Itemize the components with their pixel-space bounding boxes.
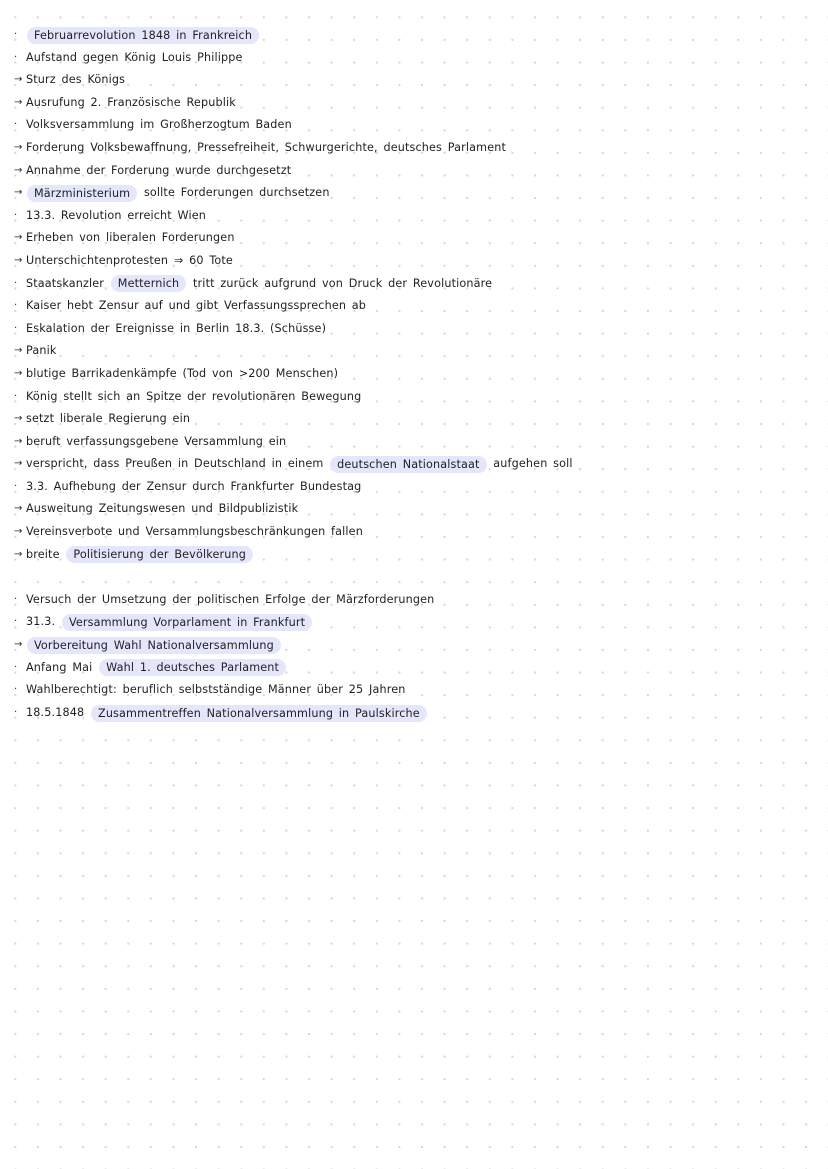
arrow-bullet-icon: →	[14, 187, 23, 199]
arrow-bullet-icon: →	[14, 164, 23, 176]
dot-bullet-icon: ·	[14, 661, 18, 673]
note-line	[14, 137, 814, 160]
note-text: setzt liberale Regierung ein	[26, 412, 191, 426]
note-line	[14, 589, 814, 612]
note-line	[14, 24, 814, 47]
note-line	[14, 318, 814, 341]
dot-bullet-icon: ·	[14, 684, 18, 696]
arrow-bullet-icon: →	[14, 232, 23, 244]
note-line	[14, 205, 814, 228]
note-line	[14, 386, 814, 409]
note-line	[14, 295, 814, 318]
note-text: Erheben von liberalen Forderungen	[26, 231, 235, 245]
note-text: 3.3. Aufhebung der Zensur durch Frankfurter Bundestag	[26, 479, 362, 493]
note-line	[14, 453, 814, 476]
note-line	[14, 634, 814, 657]
note-text: Anfang Mai	[26, 660, 99, 674]
note-text: blutige Barrikadenkämpfe (Tod von >200 Menschen)	[26, 366, 339, 380]
note-text: aufgehen soll	[487, 457, 573, 471]
note-line	[14, 92, 814, 115]
note-line	[14, 273, 814, 296]
note-text: Wahlberechtigt: beruflich selbstständige Männer über 25 Jahren	[26, 683, 406, 697]
handwritten-notes	[14, 24, 814, 724]
note-text: Unterschichtenprotesten ⇒ 60 Tote	[26, 253, 233, 267]
dot-bullet-icon: ·	[14, 593, 18, 605]
note-text: Annahme der Forderung wurde durchgesetzt	[26, 163, 292, 177]
arrow-bullet-icon: →	[14, 254, 23, 266]
arrow-bullet-icon: →	[14, 96, 23, 108]
note-line	[14, 498, 814, 521]
note-text: 18.5.1848	[26, 705, 90, 719]
dot-bullet-icon: ·	[14, 119, 18, 131]
note-line	[14, 363, 814, 386]
dot-bullet-icon: ·	[14, 277, 18, 289]
note-line	[14, 702, 814, 725]
note-text: Forderung Volksbewaffnung, Pressefreiheit, Schwurgerichte, deutsches Parlament	[26, 140, 507, 154]
arrow-bullet-icon: →	[14, 141, 23, 153]
note-text: beruft verfassungsgebene Versammlung ein	[26, 434, 287, 448]
note-line	[14, 679, 814, 702]
note-text: Ausrufung 2. Französische Republik	[26, 95, 236, 109]
dot-bullet-icon: ·	[14, 480, 18, 492]
dot-bullet-icon: ·	[14, 29, 18, 40]
highlighted-term: Zusammentreffen Nationalversammlung in Paulskirche	[91, 705, 427, 722]
highlighted-term: Vorbereitung Wahl Nationalversammlung	[27, 637, 281, 654]
note-line	[14, 47, 814, 70]
highlighted-term: Februarrevolution 1848 in Frankreich	[27, 27, 259, 44]
note-text: Sturz des Königs	[26, 73, 126, 87]
note-line	[14, 611, 814, 634]
note-text: verspricht, dass Preußen in Deutschland in einem	[26, 457, 330, 471]
note-text: breite	[26, 547, 66, 561]
arrow-bullet-icon: →	[14, 74, 23, 86]
dot-bullet-icon: ·	[14, 706, 18, 718]
highlighted-term: Märzministerium	[27, 185, 137, 202]
arrow-bullet-icon: →	[14, 435, 23, 447]
note-line	[14, 340, 814, 363]
note-text: tritt zurück aufgrund von Druck der Revolutionäre	[187, 276, 493, 290]
note-text: Kaiser hebt Zensur auf und gibt Verfassungssprechen ab	[26, 299, 367, 313]
note-text: Versuch der Umsetzung der politischen Erfolge der Märzforderungen	[26, 592, 435, 606]
note-line	[14, 227, 814, 250]
dot-bullet-icon: ·	[14, 300, 18, 312]
note-text: Panik	[26, 344, 57, 358]
dot-bullet-icon: ·	[14, 51, 18, 63]
note-line	[14, 544, 814, 567]
arrow-bullet-icon: →	[14, 367, 23, 379]
note-line	[14, 114, 814, 137]
note-text: Volksversammlung im Großherzogtum Baden	[26, 118, 292, 132]
note-text: Staatskanzler	[26, 276, 110, 290]
note-line	[14, 521, 814, 544]
blank-line	[14, 566, 814, 589]
note-text: 31.3.	[26, 615, 61, 629]
arrow-bullet-icon: →	[14, 548, 23, 560]
note-text: Ausweitung Zeitungswesen und Bildpublizistik	[26, 502, 299, 516]
arrow-bullet-icon: →	[14, 526, 23, 538]
note-line	[14, 250, 814, 273]
note-text: Vereinsverbote und Versammlungsbeschränkungen fallen	[26, 525, 363, 539]
note-line	[14, 431, 814, 454]
highlighted-term: Metternich	[111, 275, 187, 292]
note-line	[14, 408, 814, 431]
note-text: Aufstand gegen König Louis Philippe	[26, 50, 243, 64]
note-line	[14, 476, 814, 499]
note-text: 13.3. Revolution erreicht Wien	[26, 208, 207, 222]
arrow-bullet-icon: →	[14, 458, 23, 470]
note-text: sollte Forderungen durchsetzen	[138, 186, 330, 200]
arrow-bullet-icon: →	[14, 345, 23, 357]
highlighted-term: Wahl 1. deutsches Parlament	[99, 659, 286, 676]
note-line	[14, 182, 814, 205]
arrow-bullet-icon: →	[14, 503, 23, 515]
note-text: König stellt sich an Spitze der revolutionären Bewegung	[26, 389, 362, 403]
dot-bullet-icon: ·	[14, 616, 18, 628]
arrow-bullet-icon: →	[14, 639, 23, 651]
dot-bullet-icon: ·	[14, 322, 18, 334]
highlighted-term: Politisierung der Bevölkerung	[66, 546, 253, 563]
dot-bullet-icon: ·	[14, 390, 18, 402]
highlighted-term: Versammlung Vorparlament in Frankfurt	[62, 614, 312, 631]
note-line	[14, 657, 814, 680]
note-text: Eskalation der Ereignisse in Berlin 18.3. (Schüsse)	[26, 321, 327, 335]
note-line	[14, 69, 814, 92]
highlighted-term: deutschen Nationalstaat	[330, 456, 486, 473]
arrow-bullet-icon: →	[14, 413, 23, 425]
note-line	[14, 160, 814, 183]
dot-bullet-icon: ·	[14, 209, 18, 221]
